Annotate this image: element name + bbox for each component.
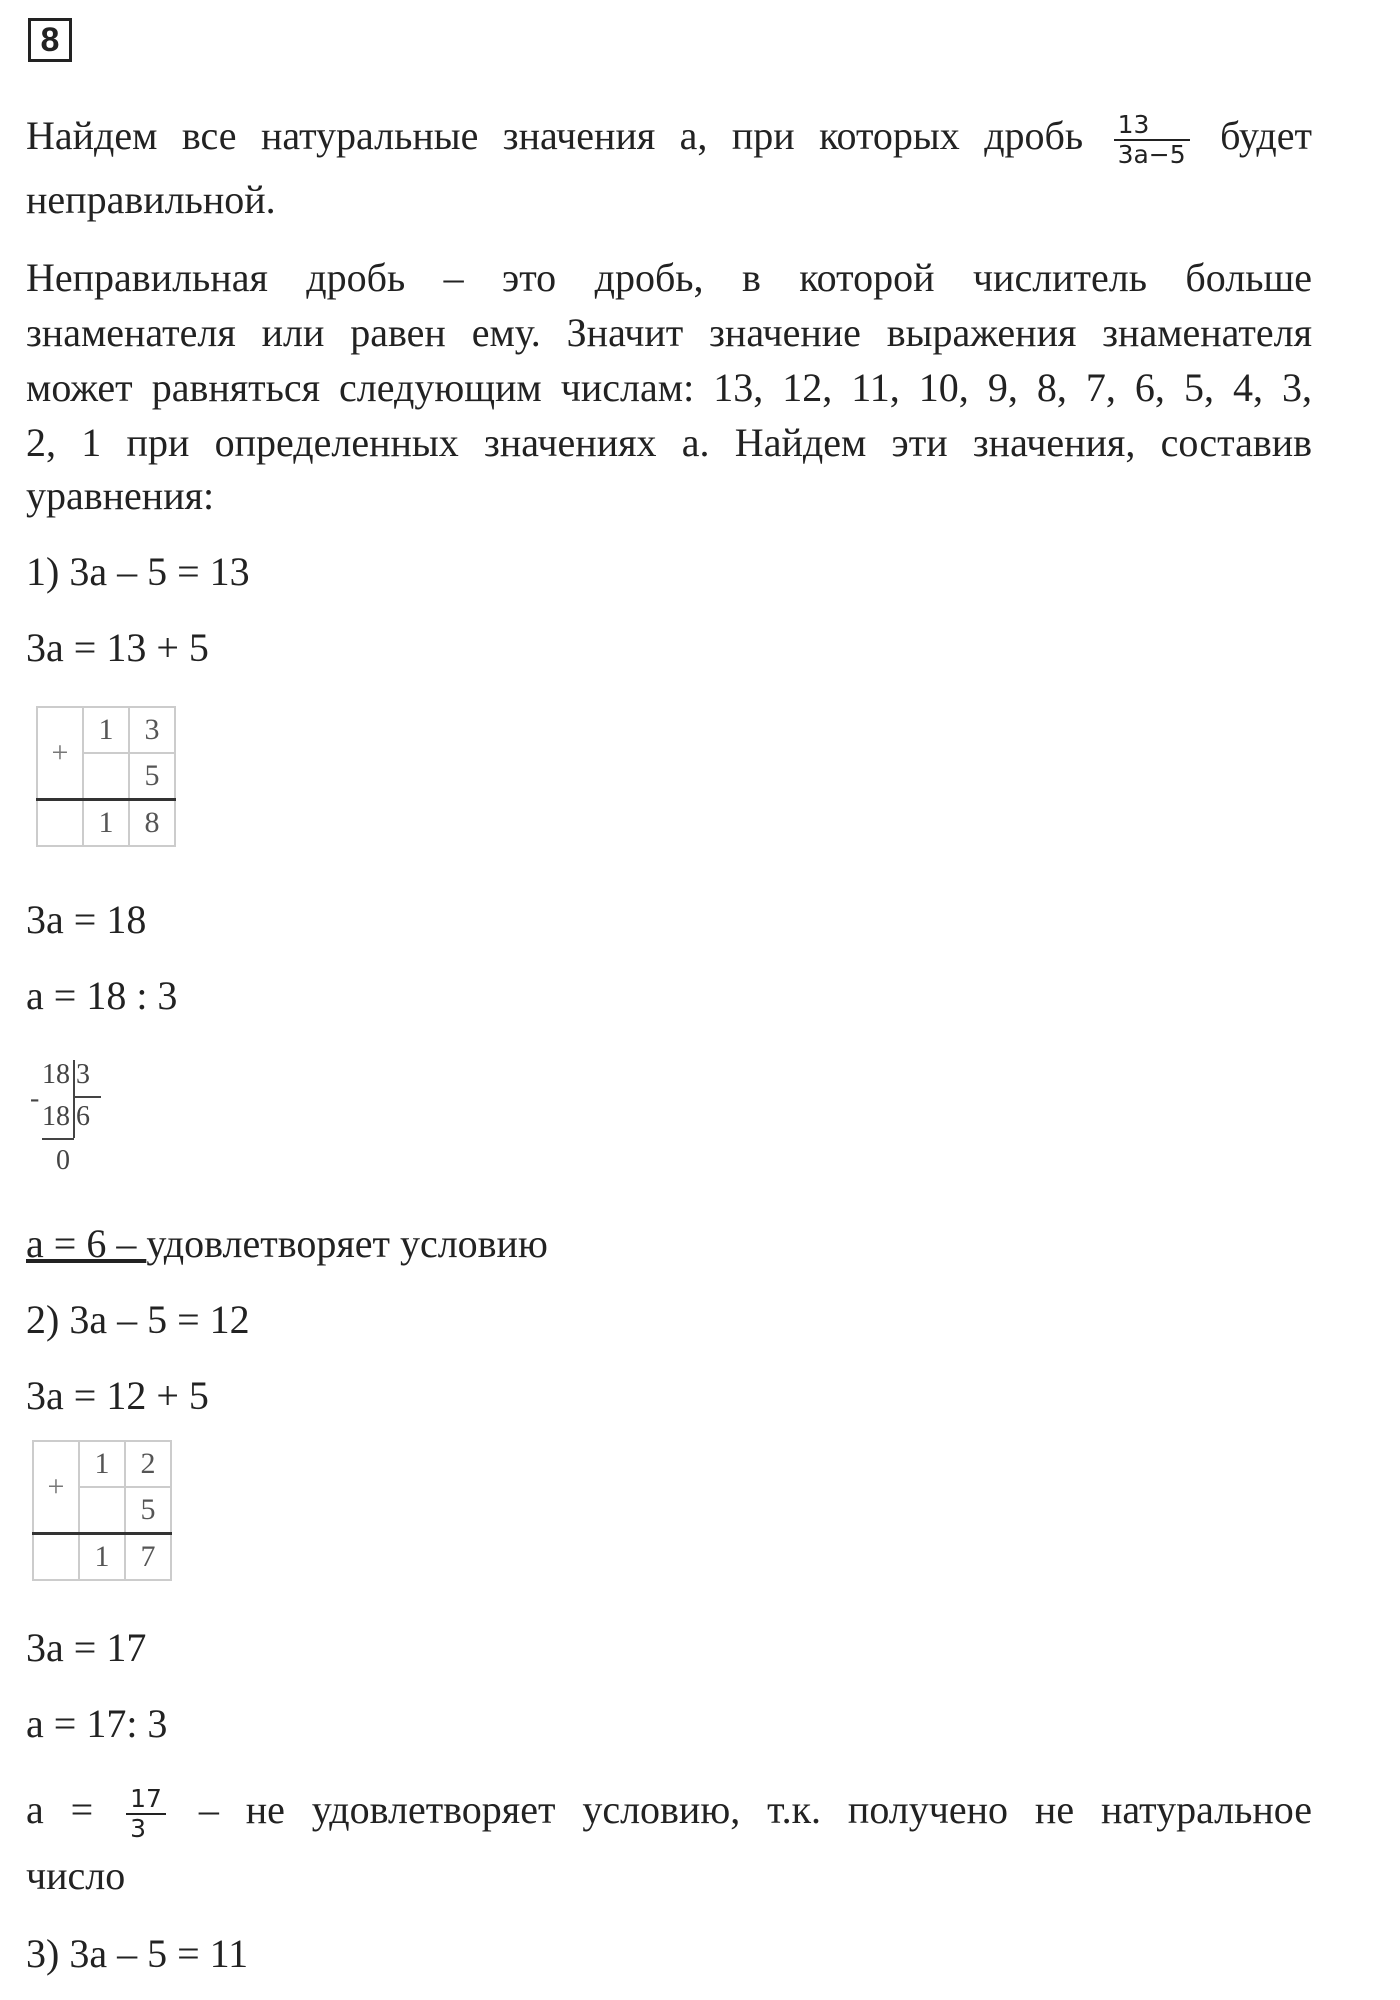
intro-fraction-numerator: 13: [1117, 109, 1150, 139]
definition-line-5: уравнения:: [26, 473, 215, 518]
case2-equation-3: 3a = 17: [26, 1625, 147, 1670]
case2-fraction-numerator: 17: [130, 1783, 162, 1813]
addition-sum-cell: 7: [125, 1534, 171, 1581]
case1-column-addition: [36, 706, 176, 847]
case2-equation-4: a = 17: 3: [26, 1701, 168, 1746]
case2-equation-2: 3a = 12 + 5: [26, 1373, 209, 1418]
definition-line-1: Неправильная дробь – это дробь, в которой числитель больше: [26, 255, 1312, 300]
addition-sum-cell: 1: [83, 800, 129, 847]
case1-result-text: удовлетворяет условию: [146, 1221, 548, 1266]
case2-result-fraction: [126, 1785, 166, 1843]
addition-plus-sign: +: [33, 1441, 79, 1534]
case1-result-value: a = 6 –: [26, 1221, 147, 1266]
division-subtrahend: 18: [42, 1101, 70, 1132]
division-minus-sign: -: [30, 1083, 40, 1114]
case1-result: [26, 1220, 548, 1268]
intro-line-1: [26, 108, 1312, 169]
case1-equation-3: 3a = 18: [26, 897, 147, 942]
division-vertical-line: [73, 1060, 75, 1138]
definition-line-3: может равняться следующим числам: 13, 12, 11, 10, 9, 8, 7, 6, 5, 4, 3,: [26, 365, 1312, 410]
definition-line-2: знаменателя или равен ему. Значит значение выражения знаменателя: [26, 310, 1312, 355]
addition-cell: 5: [125, 1487, 171, 1534]
addition-sum-cell: 1: [79, 1534, 125, 1581]
addition-cell: 5: [129, 753, 175, 800]
case2-result-line-1: [26, 1782, 1312, 1843]
case1-equation-4: a = 18 : 3: [26, 973, 178, 1018]
intro-text-after: будет: [1220, 113, 1312, 158]
division-quotient-line: [75, 1096, 101, 1098]
addition-cell: [37, 800, 83, 847]
addition-plus-sign: +: [37, 707, 83, 800]
addition-cell: 3: [129, 707, 175, 753]
definition-line-4: 2, 1 при определенных значениях a. Найдем эти значения, составив: [26, 420, 1312, 465]
addition-cell: [79, 1487, 125, 1534]
case3-equation-1: 3) 3a – 5 = 11: [26, 1931, 249, 1976]
intro-fraction: [1114, 111, 1190, 169]
division-remainder: 0: [56, 1145, 70, 1176]
task-number-badge: 8: [28, 18, 72, 62]
addition-cell: [33, 1534, 79, 1581]
addition-sum-cell: 8: [129, 800, 175, 847]
addition-cell: 1: [79, 1441, 125, 1487]
case2-column-addition: [32, 1440, 172, 1581]
intro-text-before: Найдем все натуральные значения a, при которых дробь: [26, 113, 1084, 158]
addition-cell: 2: [125, 1441, 171, 1487]
intro-fraction-denominator: 3a−5: [1114, 139, 1190, 169]
division-dividend: 18: [42, 1059, 70, 1090]
case1-equation-2: 3a = 13 + 5: [26, 625, 209, 670]
division-quotient: 6: [76, 1101, 90, 1132]
addition-cell: 1: [83, 707, 129, 753]
case1-equation-1: 1) 3a – 5 = 13: [26, 549, 250, 594]
division-subtraction-line: [42, 1138, 74, 1140]
case2-result-line-2: число: [26, 1853, 126, 1898]
case2-result-prefix: a =: [26, 1787, 94, 1832]
case2-result-text: – не удовлетворяет условию, т.к. получено не натуральное: [198, 1787, 1313, 1832]
division-divisor: 3: [76, 1059, 90, 1090]
addition-cell: [83, 753, 129, 800]
intro-line-2: неправильной.: [26, 177, 276, 222]
case1-long-division: [30, 1058, 120, 1178]
case2-fraction-denominator: 3: [126, 1813, 166, 1843]
case2-equation-1: 2) 3a – 5 = 12: [26, 1297, 250, 1342]
